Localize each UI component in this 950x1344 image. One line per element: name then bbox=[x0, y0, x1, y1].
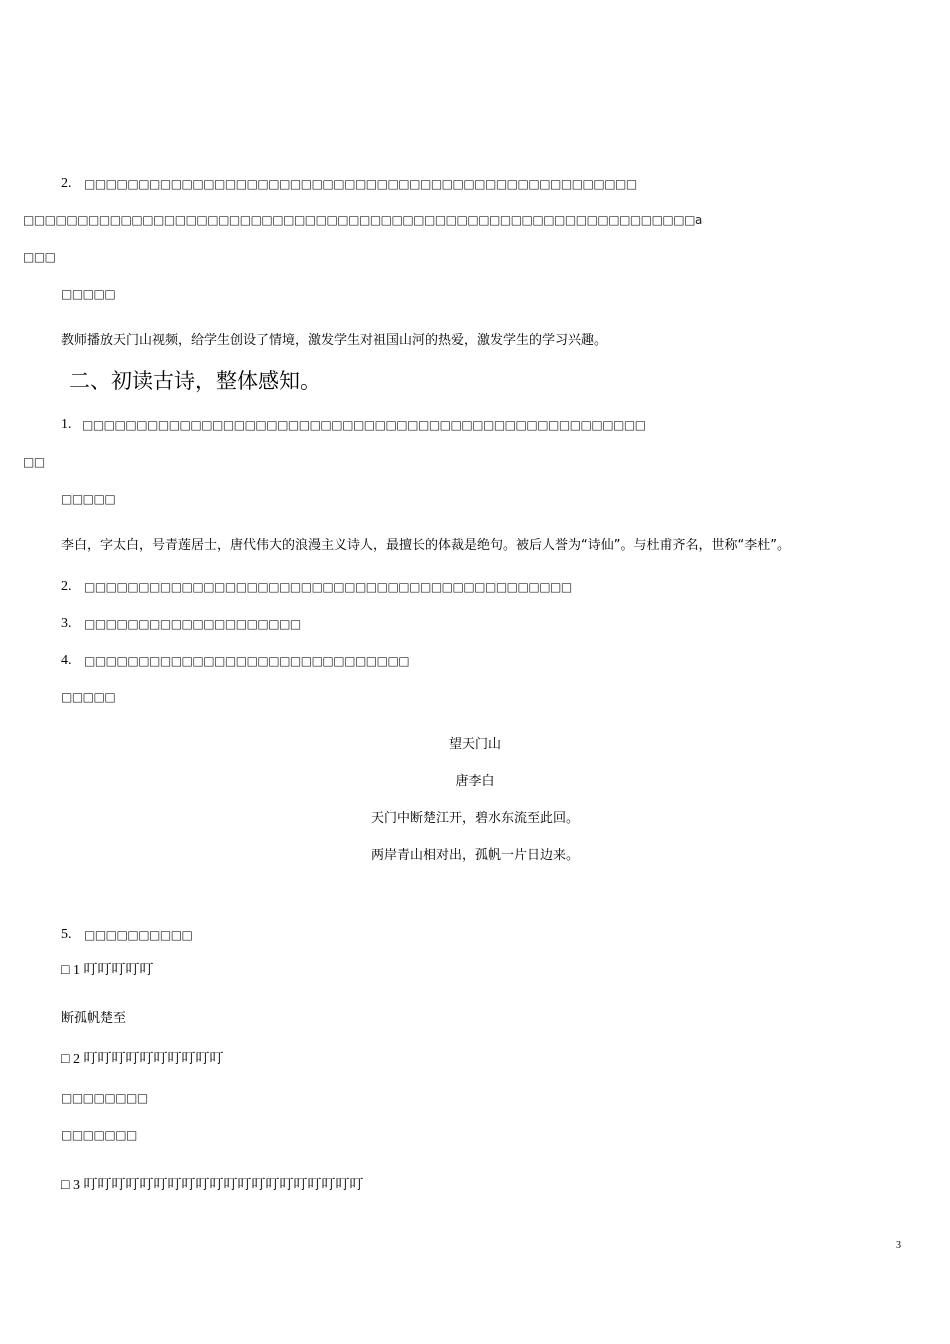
item-text-continued: □□ bbox=[23, 455, 45, 469]
item-number: 3. bbox=[61, 616, 72, 631]
poem-line: 两岸青山相对出，孤帆一片日边来。 bbox=[370, 848, 579, 863]
placeholder-text: □□□□□□□ bbox=[61, 1128, 137, 1142]
sub-item: □ 2 叮叮叮叮叮叮叮叮叮叮 bbox=[61, 1052, 224, 1067]
page-number: 3 bbox=[896, 1240, 901, 1251]
item-text-continued: □□□□□□□□□□□□□□□□□□□□□□□□□□□□□□□□□□□□□□□□□□□□□□□□□□□□□□□□□□□□□□a bbox=[23, 213, 702, 227]
item-text-continued: □□□ bbox=[23, 250, 56, 264]
item-text: □□□□□□□□□□ bbox=[84, 928, 193, 942]
placeholder-text: □□□□□□□□ bbox=[61, 1091, 148, 1105]
item-text: □□□□□□□□□□□□□□□□□□□□□□□□□□□□□□□□□□□□□□□□□□□□□ bbox=[84, 580, 572, 594]
item-number: 2. bbox=[61, 579, 72, 594]
poem-line: 天门中断楚江开，碧水东流至此回。 bbox=[370, 811, 579, 826]
paragraph: 教师播放天门山视频，给学生创设了情境，激发学生对祖国山河的热爱，激发学生的学习兴趣。 bbox=[61, 333, 608, 348]
item-number: 1. bbox=[61, 417, 72, 432]
item-text: □□□□□□□□□□□□□□□□□□□□□□□□□□□□□□ bbox=[84, 654, 410, 668]
item-text: □□□□□□□□□□□□□□□□□□□□ bbox=[84, 617, 301, 631]
poem-author: 唐李白 bbox=[455, 774, 495, 789]
vocab-chars: 断孤帆楚至 bbox=[61, 1011, 127, 1026]
poem-title: 望天门山 bbox=[448, 737, 501, 752]
sub-item: □ 3 叮叮叮叮叮叮叮叮叮叮叮叮叮叮叮叮叮叮叮叮 bbox=[61, 1178, 364, 1193]
section-label: □□□□□ bbox=[61, 492, 116, 506]
section-label: □□□□□ bbox=[61, 287, 116, 301]
paragraph: 李白，字太白，号青莲居士，唐代伟大的浪漫主义诗人，最擅长的体裁是绝句。被后人誉为“诗仙”。与杜甫齐名，世称“李杜”。 bbox=[61, 538, 790, 553]
item-number: 4. bbox=[61, 653, 72, 668]
item-text: □□□□□□□□□□□□□□□□□□□□□□□□□□□□□□□□□□□□□□□□□□□□□□□□□□□□ bbox=[82, 418, 646, 432]
section-label: □□□□□ bbox=[61, 690, 116, 704]
item-number: 5. bbox=[61, 927, 72, 942]
section-heading: 二、初读古诗，整体感知。 bbox=[69, 369, 321, 393]
sub-item: □ 1 叮叮叮叮叮 bbox=[61, 963, 154, 978]
item-number: 2. bbox=[61, 176, 72, 191]
item-text: □□□□□□□□□□□□□□□□□□□□□□□□□□□□□□□□□□□□□□□□□□□□□□□□□□□ bbox=[84, 177, 637, 191]
